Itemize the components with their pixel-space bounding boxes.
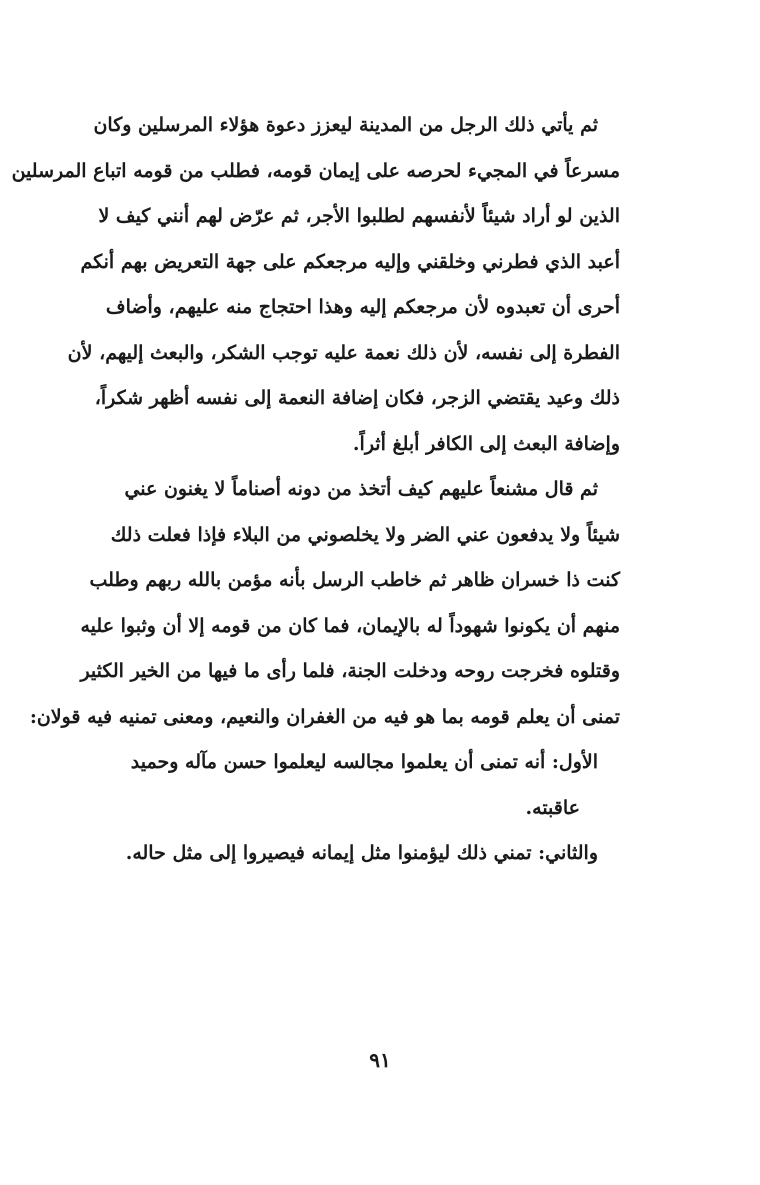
text-line: الأول: أنه تمنى أن يعلموا مجالسه ليعلموا حسن مآله وحميد bbox=[130, 751, 598, 773]
text-line: أعبد الذي فطرني وخلقني وإليه مرجعكم على جهة التعريض بهم أنكم bbox=[80, 250, 620, 273]
text-line: ثم قال مشنعاً عليهم كيف أتخذ من دونه أصناماً لا يغنون عني bbox=[124, 478, 598, 500]
text-line: الذين لو أراد شيئاً لأنفسهم لطلبوا الأجر، ثم عرّض لهم أنني كيف لا bbox=[98, 205, 620, 227]
text-line: تمنى أن يعلم قومه بما هو فيه من الغفران والنعيم، ومعنى تمنيه فيه قولان: bbox=[29, 705, 620, 728]
text-line: أحرى أن تعبدوه لأن مرجعكم إليه وهذا احتجاج منه عليهم، وأضاف bbox=[105, 296, 620, 318]
text-line: ثم يأتي ذلك الرجل من المدينة ليعزز دعوة هؤلاء المرسلين وكان bbox=[93, 114, 598, 136]
text-line: منهم أن يكونوا شهوداً له بالإيمان، فما كان من قومه إلا أن وثبوا عليه bbox=[80, 614, 620, 637]
text-line: عاقبته. bbox=[525, 796, 580, 819]
text-line: الفطرة إلى نفسه، لأن ذلك نعمة عليه توجب الشكر، والبعث إليهم، لأن bbox=[67, 341, 620, 364]
text-line: وقتلوه فخرجت روحه ودخلت الجنة، فلما رأى ما فيها من الخير الكثير bbox=[80, 660, 620, 682]
text-line: ذلك وعيد يقتضي الزجر، فكان إضافة النعمة إلى نفسه أظهر شكراً، bbox=[94, 387, 620, 409]
body-text bbox=[11, 103, 620, 877]
text-line: كنت ذا خسران ظاهر ثم خاطب الرسل بأنه مؤمن بالله ربهم وطلب bbox=[89, 569, 620, 591]
page-number: ٩١ bbox=[369, 1048, 391, 1072]
text-line: والثاني: تمني ذلك ليؤمنوا مثل إيمانه فيصيروا إلى مثل حاله. bbox=[125, 842, 598, 864]
text-line: وإضافة البعث إلى الكافر أبلغ أثراً. bbox=[352, 432, 620, 455]
text-line: مسرعاً في المجيء لحرصه على إيمان قومه، فطلب من قومه اتباع المرسلين bbox=[11, 159, 620, 182]
text-line: شيئاً ولا يدفعون عني الضر ولا يخلصوني من البلاء فإذا فعلت ذلك bbox=[110, 523, 620, 546]
